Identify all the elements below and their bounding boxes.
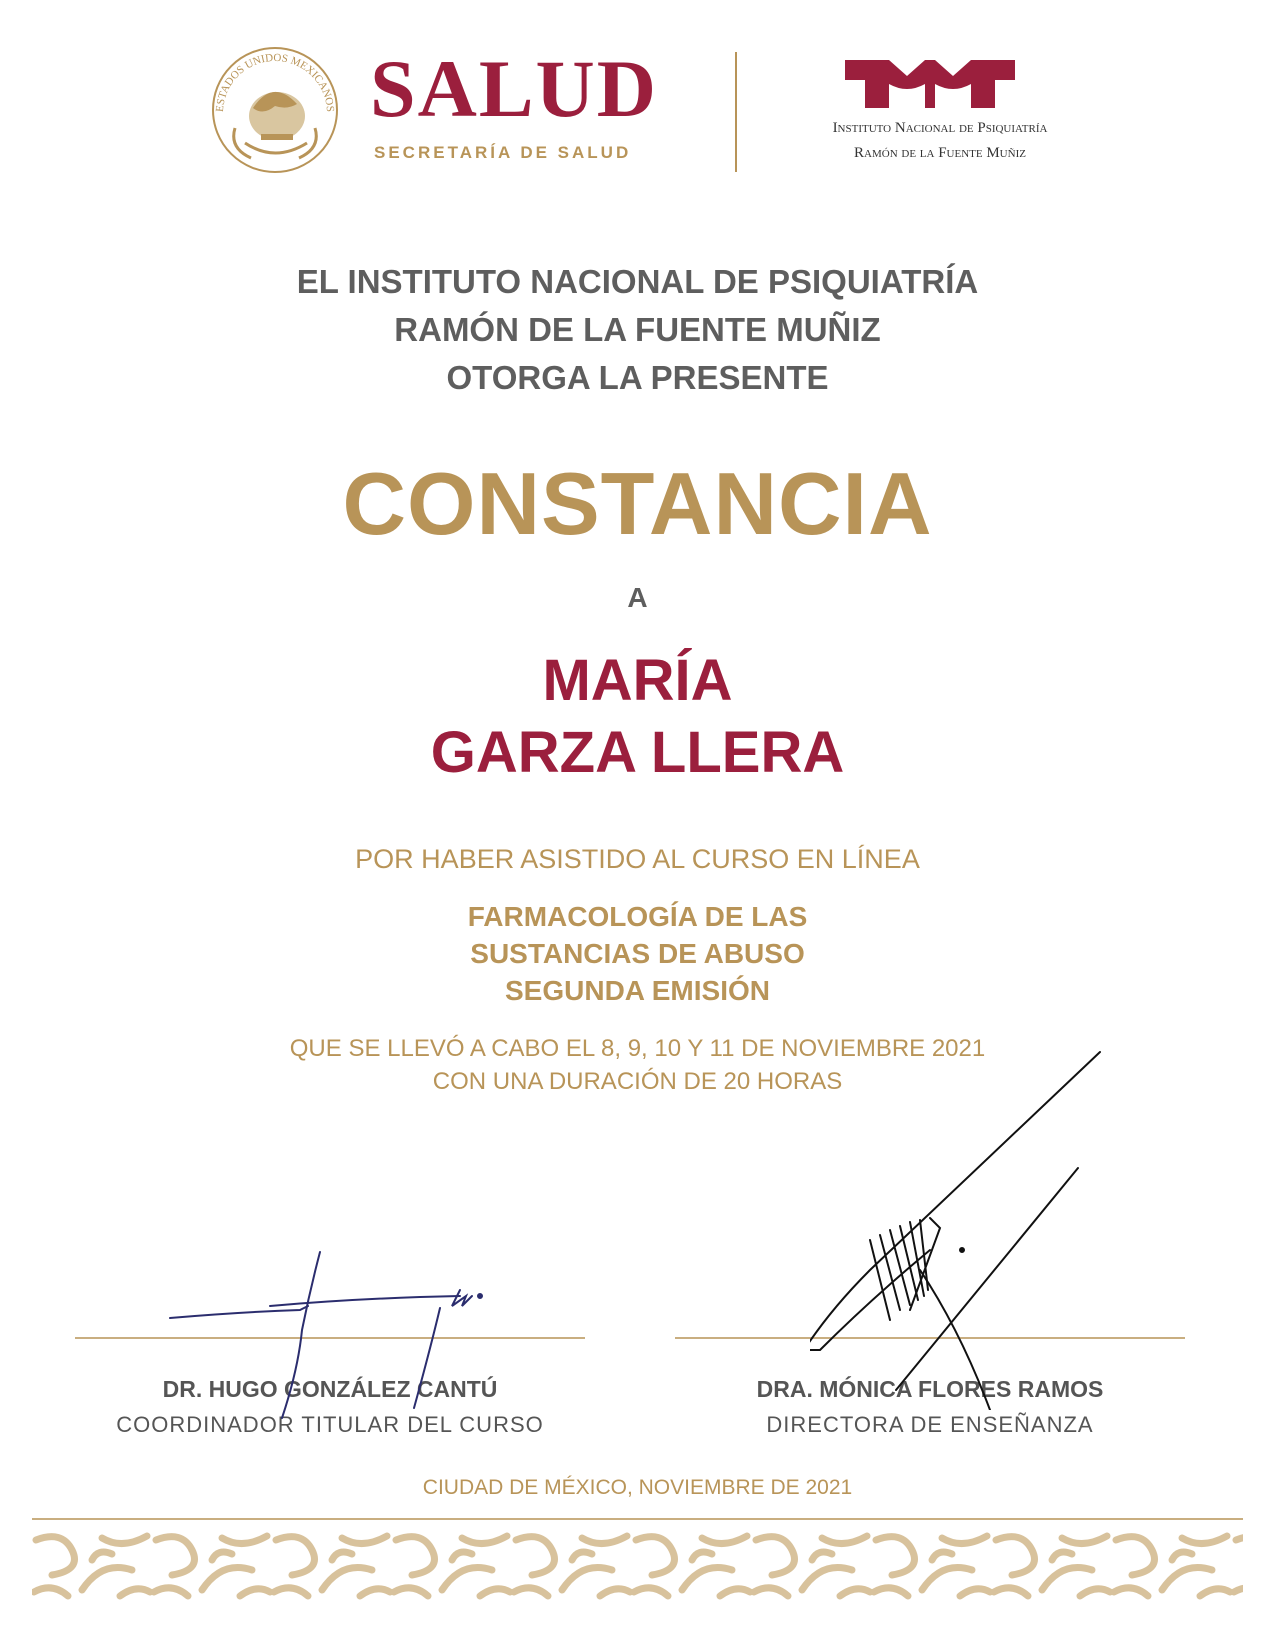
intro-line-3: OTORGA LA PRESENTE bbox=[446, 359, 829, 396]
mexican-coat-of-arms-seal bbox=[205, 38, 345, 178]
signer-2-name: DRA. MÓNICA FLORES RAMOS bbox=[756, 1376, 1104, 1402]
to-word: A bbox=[627, 582, 648, 613]
course-title-line-1: FARMACOLOGÍA DE LAS bbox=[467, 901, 808, 932]
signer-1-name: DR. HUGO GONZÁLEZ CANTÚ bbox=[162, 1376, 498, 1402]
attended-text: POR HABER ASISTIDO AL CURSO EN LÍNEA bbox=[355, 844, 920, 874]
handwritten-signature-right bbox=[810, 1050, 1110, 1410]
intro-line-2: RAMÓN DE LA FUENTE MUÑIZ bbox=[394, 311, 881, 348]
signer-2-role: DIRECTORA DE ENSEÑANZA bbox=[766, 1412, 1094, 1437]
signer-1-role: COORDINADOR TITULAR DEL CURSO bbox=[116, 1412, 544, 1437]
course-title-line-2: SUSTANCIAS DE ABUSO bbox=[470, 938, 805, 969]
document-title: CONSTANCIA bbox=[342, 454, 933, 553]
intro-line-1: EL INSTITUTO NACIONAL DE PSIQUIATRÍA bbox=[296, 263, 979, 300]
institute-name-line2: Ramón de la Fuente Muñiz bbox=[854, 145, 1026, 161]
place-and-date: CIUDAD DE MÉXICO, NOVIEMBRE DE 2021 bbox=[422, 1476, 853, 1499]
footer-rule bbox=[32, 1518, 1243, 1520]
recipient-name-line-2: GARZA LLERA bbox=[430, 720, 845, 785]
course-dates: QUE SE LLEVÓ A CABO EL 8, 9, 10 Y 11 DE NOVIEMBRE 2021 bbox=[289, 1035, 986, 1062]
course-title-line-3: SEGUNDA EMISIÓN bbox=[505, 975, 770, 1006]
handwritten-signature-left bbox=[160, 1250, 500, 1420]
salud-subtitle: SECRETARÍA DE SALUD bbox=[374, 143, 632, 162]
recipient-name-line-1: MARÍA bbox=[542, 648, 733, 713]
institute-name-line1: Instituto Nacional de Psiquiatría bbox=[832, 120, 1048, 136]
seal-text: ESTADOS UNIDOS MEXICANOS bbox=[213, 51, 337, 113]
decorative-footer-pattern bbox=[32, 1530, 1243, 1600]
header-divider bbox=[735, 52, 737, 172]
salud-title: SALUD bbox=[370, 43, 658, 134]
inp-logo bbox=[845, 58, 1015, 110]
course-duration: CON UNA DURACIÓN DE 20 HORAS bbox=[432, 1068, 843, 1095]
